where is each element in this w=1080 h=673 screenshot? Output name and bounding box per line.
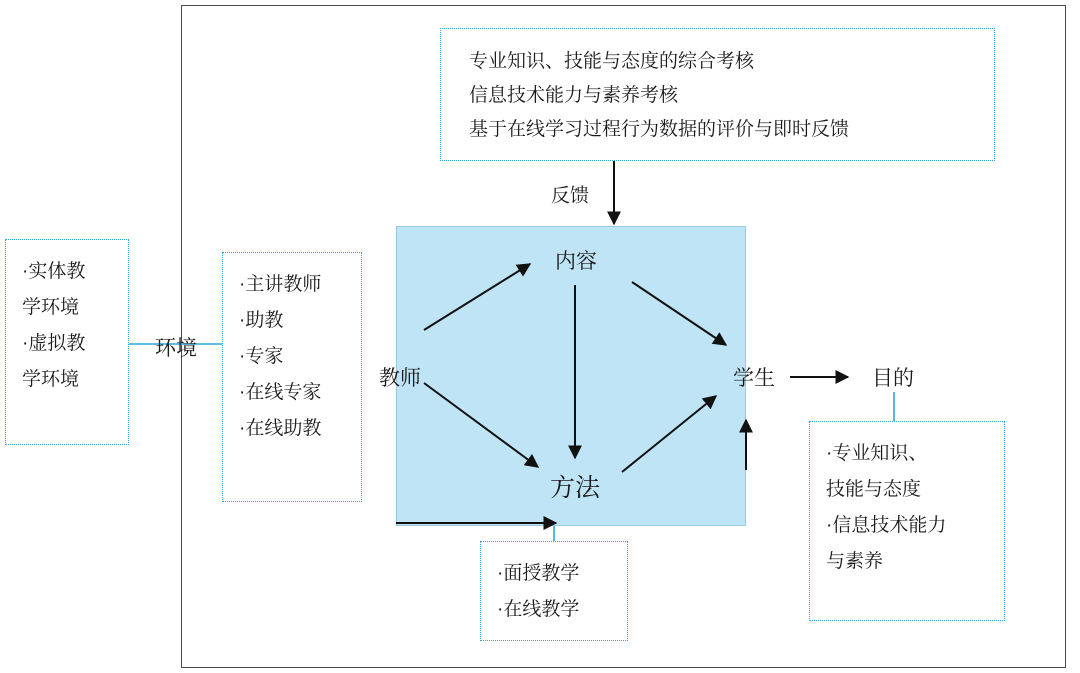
purpose-note-item-4: 与素养 [826, 551, 884, 572]
method-note-box [480, 541, 628, 641]
teacher-roles-item-5: ·在线助教 [239, 418, 322, 439]
environment-note-item-4: 学环境 [22, 369, 80, 390]
assessment-note-line-2: 信息技术能力与素养考核 [469, 85, 679, 106]
teacher-roles-note-box [222, 252, 362, 502]
assessment-note-text [469, 45, 849, 147]
purpose-note-item-3: ·信息技术能力 [826, 515, 947, 536]
node-purpose: 目的 [872, 367, 914, 390]
node-teacher: 教师 [379, 367, 421, 390]
assessment-note-line-3: 基于在线学习过程行为数据的评价与即时反馈 [469, 119, 850, 140]
teacher-roles-item-2: ·助教 [239, 310, 284, 331]
teacher-roles-item-1: ·主讲教师 [239, 274, 322, 295]
node-student: 学生 [733, 367, 775, 390]
environment-note-box [5, 239, 129, 445]
purpose-note-box [809, 421, 1005, 621]
teacher-roles-item-4: ·在线专家 [239, 382, 322, 403]
assessment-note-line-1: 专业知识、技能与态度的综合考核 [469, 51, 755, 72]
environment-note-item-2: 学环境 [22, 297, 80, 318]
node-method: 方法 [549, 474, 601, 502]
node-content: 内容 [555, 250, 597, 273]
environment-note-item-3: ·虚拟教 [22, 333, 86, 354]
edge-label-feedback: 反馈 [548, 181, 592, 208]
method-note-item-1: ·面授教学 [497, 563, 580, 584]
purpose-note-item-1: ·专业知识、 [826, 443, 928, 464]
assessment-note-box [440, 28, 995, 161]
node-environment: 环境 [155, 337, 197, 360]
purpose-note-item-2: 技能与态度 [826, 479, 922, 500]
environment-note-item-1: ·实体教 [22, 261, 86, 282]
teacher-roles-item-3: ·专家 [239, 346, 284, 367]
method-note-item-2: ·在线教学 [497, 599, 580, 620]
